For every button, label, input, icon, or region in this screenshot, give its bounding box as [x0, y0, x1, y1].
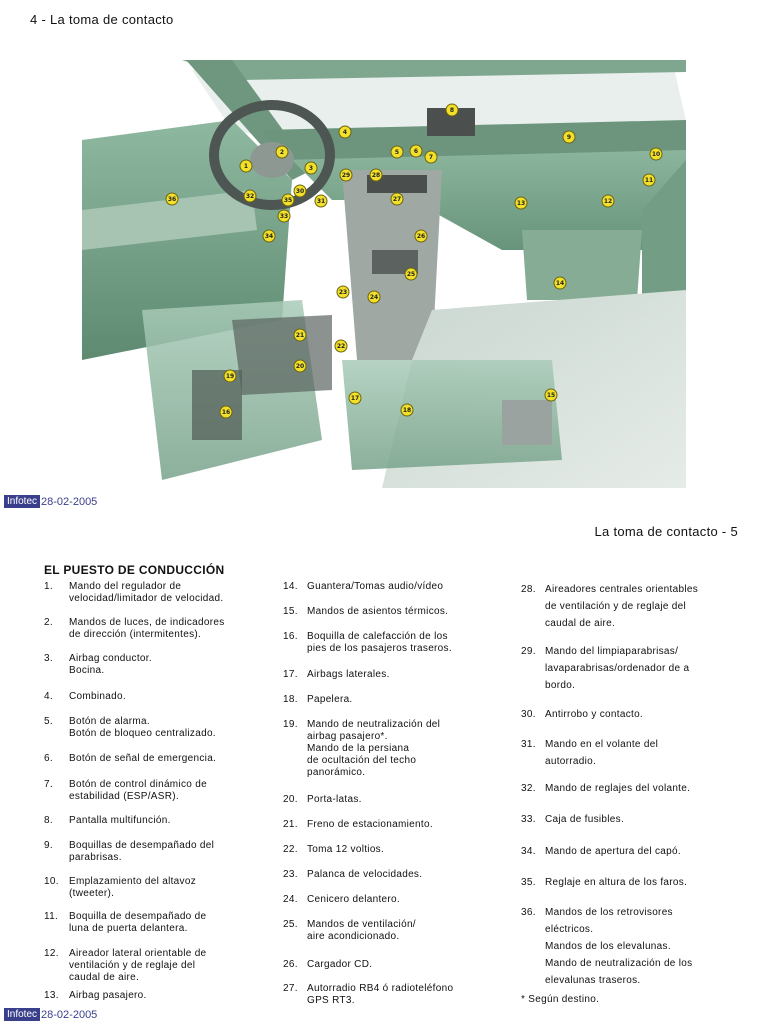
list-item-text: Papelera. [307, 694, 353, 705]
list-item-number: 9. [44, 840, 53, 851]
list-item-number: 13. [44, 990, 59, 1001]
callout-marker-label: 17 [350, 395, 360, 402]
list-item [521, 904, 746, 989]
callout-marker [545, 389, 557, 401]
callout-marker-label: 15 [546, 392, 556, 399]
list-item [283, 606, 508, 618]
footer-badge: Infotec [4, 1008, 40, 1021]
list-item [283, 959, 508, 971]
list-item [44, 779, 284, 803]
list-item-number: 25. [283, 919, 298, 930]
list-item-text: Reglaje en altura de los faros. [545, 877, 688, 888]
list-item-number: 34. [521, 846, 536, 857]
callout-marker [563, 131, 575, 143]
list-item-number: 15. [283, 606, 298, 617]
list-item-text: Airbags laterales. [307, 669, 390, 680]
list-item-number: 30. [521, 709, 536, 720]
callout-marker-label: 1 [243, 163, 249, 170]
callout-marker-label: 13 [516, 200, 526, 207]
callout-marker-label: 19 [225, 373, 235, 380]
callout-marker-label: 16 [221, 409, 231, 416]
footer-top [4, 495, 97, 508]
callout-marker [263, 230, 275, 242]
list-item-text: Aireadores centrales orientables de ventilación y de reglaje del caudal de aire. [545, 584, 699, 629]
list-item-number: 12. [44, 948, 59, 959]
list-item-text: Mandos de ventilación/ aire acondicionado. [307, 919, 416, 942]
list-item [44, 653, 284, 677]
list-item [44, 911, 284, 935]
callout-marker-label: 14 [555, 280, 565, 287]
callout-marker-label: 36 [167, 196, 177, 203]
list-item [521, 780, 746, 797]
list-item [521, 811, 746, 828]
callout-marker [278, 210, 290, 222]
callout-marker-label: 3 [308, 165, 314, 172]
callout-marker [244, 190, 256, 202]
callout-marker-label: 27 [392, 196, 402, 203]
list-item-text: Mando en el volante del autorradio. [545, 739, 659, 767]
callout-marker [294, 329, 306, 341]
list-item [44, 876, 284, 900]
callout-marker [305, 162, 317, 174]
callout-marker [282, 194, 294, 206]
callout-marker-label: 7 [428, 154, 434, 161]
callout-marker-label: 33 [279, 213, 289, 220]
list-item [521, 581, 746, 632]
callout-marker [166, 193, 178, 205]
list-item [283, 694, 508, 706]
callout-marker [276, 146, 288, 158]
list-item-number: 21. [283, 819, 298, 830]
list-item-text: Palanca de velocidades. [307, 869, 423, 880]
callout-marker [294, 185, 306, 197]
list-column-3 [521, 581, 746, 1001]
callout-marker-label: 5 [394, 149, 400, 156]
list-item-number: 31. [521, 739, 536, 750]
callout-marker-label: 2 [279, 149, 285, 156]
callout-marker-label: 24 [369, 294, 379, 301]
list-column-1 [44, 581, 284, 1001]
callout-marker [650, 148, 662, 160]
list-item-number: 36. [521, 907, 536, 918]
list-item-text: Porta-latas. [307, 794, 362, 805]
list-item-text: Mando de neutralización del airbag pasajero*. Mando de la persiana de ocultación del techo panorámico. [307, 719, 441, 778]
callout-marker-label: 6 [413, 148, 419, 155]
callout-marker-label: 31 [316, 198, 326, 205]
list-item [521, 843, 746, 860]
list-item-text: Botón de control dinámico de estabilidad (ESP/ASR). [69, 779, 207, 802]
callout-marker-label: 35 [283, 197, 293, 204]
list-item [283, 919, 508, 943]
list-item [521, 706, 746, 723]
list-item-text: Cargador CD. [307, 959, 373, 970]
list-item-number: 27. [283, 983, 298, 994]
footer-date: 28-02-2005 [41, 495, 98, 508]
list-item [283, 631, 508, 655]
list-item-text: Airbag conductor. Bocina. [69, 653, 152, 676]
list-item [521, 736, 746, 770]
list-item-text: Freno de estacionamiento. [307, 819, 433, 830]
list-item-number: 29. [521, 646, 536, 657]
list-item-number: 19. [283, 719, 298, 730]
list-item-number: 26. [283, 959, 298, 970]
list-item-number: 35. [521, 877, 536, 888]
callout-marker-label: 30 [295, 188, 305, 195]
list-item-text: Mandos de luces, de indicadores de dirección (intermitentes). [69, 617, 225, 640]
list-item-text: Toma 12 voltios. [307, 844, 385, 855]
list-item [283, 844, 508, 856]
list-item-text: Boquillas de desempañado del parabrisas. [69, 840, 215, 863]
list-item-number: 5. [44, 716, 53, 727]
callout-marker-label: 10 [651, 151, 661, 158]
callout-marker [339, 126, 351, 138]
callout-marker [391, 146, 403, 158]
callout-marker-label: 12 [603, 198, 613, 205]
list-item-number: 14. [283, 581, 298, 592]
callout-marker [224, 370, 236, 382]
callout-marker [515, 197, 527, 209]
list-item-text: Mandos de asientos térmicos. [307, 606, 449, 617]
list-item [283, 819, 508, 831]
callout-marker [220, 406, 232, 418]
callout-marker-label: 11 [644, 177, 654, 184]
callout-marker-label: 9 [566, 134, 572, 141]
callout-marker-label: 25 [406, 271, 416, 278]
list-item-text: Mando del regulador de velocidad/limitador de velocidad. [69, 581, 224, 604]
callout-marker [368, 291, 380, 303]
page-title-left: 4 - La toma de contacto [30, 12, 174, 27]
list-item-number: 8. [44, 815, 53, 826]
list-item [44, 815, 284, 827]
footer-badge: Infotec [4, 495, 40, 508]
list-item-number: 17. [283, 669, 298, 680]
list-item-text: Mando del limpiaparabrisas/ lavaparabrisas/ordenador de a bordo. [545, 646, 690, 691]
callout-marker [340, 169, 352, 181]
list-item [44, 617, 284, 641]
list-item-number: 23. [283, 869, 298, 880]
list-item-number: 4. [44, 691, 53, 702]
callout-marker-label: 22 [336, 343, 346, 350]
list-item-number: 10. [44, 876, 59, 887]
list-item [44, 581, 284, 605]
list-item-text: Emplazamiento del altavoz (tweeter). [69, 876, 197, 899]
list-item [283, 983, 508, 1007]
callout-marker-label: 4 [342, 129, 348, 136]
list-item-number: 32. [521, 783, 536, 794]
callout-marker [240, 160, 252, 172]
callout-marker-label: 26 [416, 233, 426, 240]
list-item-text: Botón de señal de emergencia. [69, 753, 217, 764]
list-item-text: Mandos de los retrovisores eléctricos. Mandos de los elevalunas. Mando de neutralización de los elevalunas traseros. [545, 907, 693, 986]
list-item-number: 20. [283, 794, 298, 805]
callout-marker [643, 174, 655, 186]
callout-marker [349, 392, 361, 404]
list-item-text: Pantalla multifunción. [69, 815, 171, 826]
callout-marker [337, 286, 349, 298]
footer-bottom [4, 1008, 97, 1021]
list-item [44, 948, 284, 984]
list-item [44, 753, 284, 765]
list-item-text: Boquilla de calefacción de los pies de los pasajeros traseros. [307, 631, 452, 654]
list-item-number: 22. [283, 844, 298, 855]
page-title-right: La toma de contacto - 5 [594, 524, 738, 539]
callout-marker [294, 360, 306, 372]
list-item-text: Airbag pasajero. [69, 990, 147, 1001]
list-item [283, 869, 508, 881]
list-item [44, 840, 284, 864]
callout-marker-label: 8 [449, 107, 455, 114]
callout-marker [405, 268, 417, 280]
list-item-number: 24. [283, 894, 298, 905]
list-item-number: 2. [44, 617, 53, 628]
list-item-text: Boquilla de desempañado de luna de puerta delantera. [69, 911, 207, 934]
list-item-text: Guantera/Tomas audio/vídeo [307, 581, 444, 592]
callout-marker-label: 20 [295, 363, 305, 370]
list-item [283, 719, 508, 779]
list-item-number: 3. [44, 653, 53, 664]
list-item [44, 716, 284, 740]
list-item [521, 643, 746, 694]
callout-marker-label: 28 [371, 172, 381, 179]
callout-marker [554, 277, 566, 289]
list-item-number: 33. [521, 814, 536, 825]
callout-marker [391, 193, 403, 205]
callout-marker [401, 404, 413, 416]
footer-date: 28-02-2005 [41, 1008, 98, 1021]
list-item-text: Mando de apertura del capó. [545, 846, 681, 857]
list-item-text: Botón de alarma. Botón de bloqueo centralizado. [69, 716, 216, 739]
list-item-number: 11. [44, 911, 59, 922]
list-item [283, 894, 508, 906]
list-item [44, 691, 284, 703]
list-item [283, 581, 508, 593]
list-item [44, 990, 284, 1002]
footnote: * Según destino. [521, 994, 600, 1005]
list-item-number: 28. [521, 584, 536, 595]
callout-marker [410, 145, 422, 157]
callout-marker [425, 151, 437, 163]
list-column-2 [283, 581, 508, 1006]
callout-marker-label: 32 [245, 193, 255, 200]
callout-marker-label: 34 [264, 233, 274, 240]
callout-marker [602, 195, 614, 207]
dashboard-illustration [82, 60, 686, 488]
list-item [521, 874, 746, 891]
list-item-text: Aireador lateral orientable de ventilación y de reglaje del caudal de aire. [69, 948, 207, 983]
callout-marker [335, 340, 347, 352]
list-item-text: Caja de fusibles. [545, 814, 625, 825]
list-item-number: 18. [283, 694, 298, 705]
callout-marker [415, 230, 427, 242]
list-item-text: Antirrobo y contacto. [545, 709, 644, 720]
callout-marker-label: 21 [295, 332, 305, 339]
callout-marker-label: 18 [402, 407, 412, 414]
list-item-text: Cenicero delantero. [307, 894, 400, 905]
callout-marker-label: 23 [338, 289, 348, 296]
callout-marker [315, 195, 327, 207]
callout-marker [446, 104, 458, 116]
callout-marker-label: 29 [341, 172, 351, 179]
list-item-text: Mando de reglajes del volante. [545, 783, 691, 794]
callout-marker [370, 169, 382, 181]
list-item-text: Autorradio RB4 ó radioteléfono GPS RT3. [307, 983, 454, 1006]
list-item-number: 1. [44, 581, 53, 592]
list-item-number: 16. [283, 631, 298, 642]
list-item-number: 6. [44, 753, 53, 764]
list-item [283, 794, 508, 806]
list-item-number: 7. [44, 779, 53, 790]
list-item-text: Combinado. [69, 691, 126, 702]
list-item [283, 669, 508, 681]
section-title: EL PUESTO DE CONDUCCIÓN [44, 563, 225, 577]
